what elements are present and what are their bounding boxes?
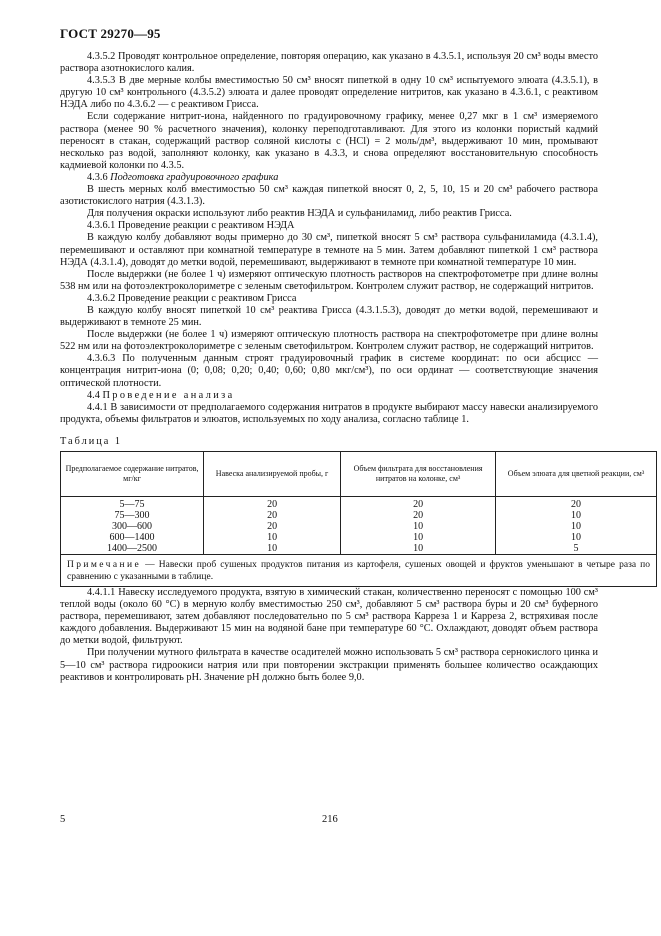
table-cell: 75—300 [114, 510, 150, 521]
table-note-row [61, 555, 657, 587]
paragraph-4-3-6-3: 4.3.6.3 По полученным данным строят градуировочный график в системе координат: по оси абсцисс — концентрация нитрит-иона (0; 0,08; 0,20; 0,40; 0,60; 0,80 мкг/см³), по оси ординат — соответствующие значения оптической плотности. [60, 353, 598, 389]
table-note [61, 555, 657, 587]
table-cell: 10 [267, 543, 278, 554]
paragraph-4-3-5-2: 4.3.5.2 Проводят контрольное определение, повторяя операцию, как указано в 4.3.5.1, используя 20 см³ воды вместо раствора азотнокислого калия. [60, 51, 598, 75]
table-cell: 20 [267, 510, 278, 521]
table-cell: 20 [267, 521, 278, 532]
footer-left-number: 5 [60, 814, 66, 825]
table-body-row [61, 497, 657, 555]
document-body [60, 51, 650, 684]
paragraph-turbid-filtrate: При получении мутного фильтрата в качестве осадителей можно использовать 5 см³ раствора сернокислого цинка и 5—10 см³ раствора гидроокиси натрия или при повторении экстракции применять большее количество осаждающих реактивов и контролировать рН. Значение рН должно быть более 9,0. [60, 647, 598, 683]
subsection-4-3-6-2: 4.3.6.2 Проведение реакции с реактивом Грисса [87, 292, 297, 304]
data-table [60, 451, 657, 587]
paragraph-coloring: Для получения окраски используют либо реактив НЭДА и сульфаниламид, либо реактив Грисса. [87, 208, 512, 220]
table-cell: 300—600 [112, 521, 153, 532]
paragraph-4-3-5-3: 4.3.5.3 В две мерные колбы вместимостью 50 см³ вносят пипеткой в одну 10 см³ испытуемого элюата (4.3.5.1), в другую 10 см³ контрольного (4.3.5.2) элюата и далее проводят определение нитритов, как указано в 4.3.6.1, с реактивом НЭДА либо по 4.3.6.2 — с реактивом Грисса. [60, 75, 598, 111]
table-cell: 10 [571, 521, 582, 532]
paragraph-regeneration: Если содержание нитрит-иона, найденного по градуировочному графику, менее 0,27 мкг в 1 см³ измеряемого раствора (менее 90 % расчетного значения), колонку переподготавливают. Для этого из колонки пористый кадмий переносят в стакан, содержащий раствор соляной кислоты c (HCl) = 2 моль/дм³, выдерживают 10 мин, промывают несколько раз водой, заполняют колонку, как указано в 4.3.3, и снова определяют восстановительную способность кадмиевой колонки по 4.3.5. [60, 111, 598, 171]
document-header: ГОСТ 29270—95 [60, 26, 161, 41]
section-4-4-heading [60, 390, 598, 402]
page-number: 216 [322, 814, 338, 825]
table-cell: 20 [413, 510, 424, 521]
section-number: 4.4 [87, 389, 100, 401]
note-text: — Навески проб сушеных продуктов питания из картофеля, сушеных овощей и фруктов уменьшают в четыре раза по сравнению с указанными в таблице. [67, 560, 650, 582]
table-header-row [61, 452, 657, 497]
subsection-4-3-6-1: 4.3.6.1 Проведение реакции с реактивом НЭДА [87, 220, 295, 232]
section-title: Подготовка градуировочного графика [110, 171, 279, 183]
paragraph-neda-measure: После выдержки (не более 1 ч) измеряют оптическую плотность растворов на спектрофотометре при длине волны 538 нм или на фотоэлектроколориметре с зеленым светофильтром. Контролем служит раствор, не содержащий нитритов. [60, 268, 598, 292]
table-header-cell: Объем фильтрата для восстановления нитратов на колонке, см³ [341, 452, 496, 497]
table-header-cell: Предполагаемое содержание нитратов, мг/кг [61, 452, 204, 497]
paragraph-neda-reaction: В каждую колбу добавляют воды примерно до 30 см³, пипеткой вносят 5 см³ раствора сульфаниламида (4.3.1.4), перемешивают и оставляют при комнатной температуре в темноте на 5 мин. Затем добавляют пипеткой 1 см³ раствора НЭДА (4.3.1.4), доводят до метки водой, перемешивают, выдерживают в темноте при комнатной температуре 10 мин. [60, 232, 598, 268]
table-cell: 1400—2500 [107, 543, 158, 554]
paragraph-flasks: В шесть мерных колб вместимостью 50 см³ каждая пипеткой вносят 0, 2, 5, 10, 15 и 20 см³ рабочего раствора азотистокислого натрия (4.3.1.3). [60, 184, 598, 208]
table-cell: 5—75 [119, 499, 145, 510]
table-cell: 10 [413, 532, 424, 543]
table-caption: Таблица 1 [60, 435, 123, 447]
table-cell: 10 [571, 510, 582, 521]
section-4-3-6-heading [60, 172, 598, 184]
table-cell: 10 [267, 532, 278, 543]
paragraph-4-4-1: 4.4.1 В зависимости от предполагаемого содержания нитратов в продукте выбирают массу навески анализируемого продукта, объемы фильтратов и элюатов, используемых по ходу анализа, согласно таблице 1. [60, 401, 598, 425]
table-cell: 10 [413, 521, 424, 532]
paragraph-4-4-1-1: 4.4.1.1 Навеску исследуемого продукта, взятую в химический стакан, количественно переносят с помощью 100 см³ теплой воды (около 60 °С) в мерную колбу вместимостью 250 см³, добавляют 5 см³ раствора буры и 20 см³ буферного раствора, перемешивают, затем добавляют последовательно по 5 см³ раствора Карреза 1 и Карреза 2, встряхивая после каждого добавления. Выдерживают 15 мин на водяной бане при температуре 60 °С. Охлаждают, доводят объем раствора до метки водой, фильтруют. [60, 587, 598, 647]
section-number: 4.3.6 [87, 171, 108, 183]
table-cell: 10 [571, 532, 582, 543]
table-column-eluate [496, 497, 657, 555]
table-cell: 20 [413, 499, 424, 510]
table-column-mass [204, 497, 341, 555]
section-title: Проведение анализа [102, 389, 235, 401]
table-cell: 5 [573, 543, 579, 554]
table-column-filtrate [341, 497, 496, 555]
note-label: Примечание [67, 560, 142, 570]
table-cell: 600—1400 [109, 532, 155, 543]
table-header-cell: Навеска анализируемой пробы, г [204, 452, 341, 497]
table-cell: 20 [571, 499, 582, 510]
paragraph-griess-measure: После выдержки (не более 1 ч) измеряют оптическую плотность раствора на спектрофотометре при длине волны 522 нм или на фотоэлектроколориметре с зеленым светофильтром. Контролем служит раствор, не содержащий нитритов. [60, 329, 598, 353]
table-cell: 20 [267, 499, 278, 510]
paragraph-griess-reaction: В каждую колбу вносят пипеткой 10 см³ реактива Грисса (4.3.1.5.3), доводят до метки водой, перемешивают и выдерживают в темноте 25 мин. [60, 304, 598, 329]
table-column-content [61, 497, 204, 555]
table-header-cell: Объем элюата для цветной реакции, см³ [496, 452, 657, 497]
table-cell: 10 [413, 543, 424, 554]
